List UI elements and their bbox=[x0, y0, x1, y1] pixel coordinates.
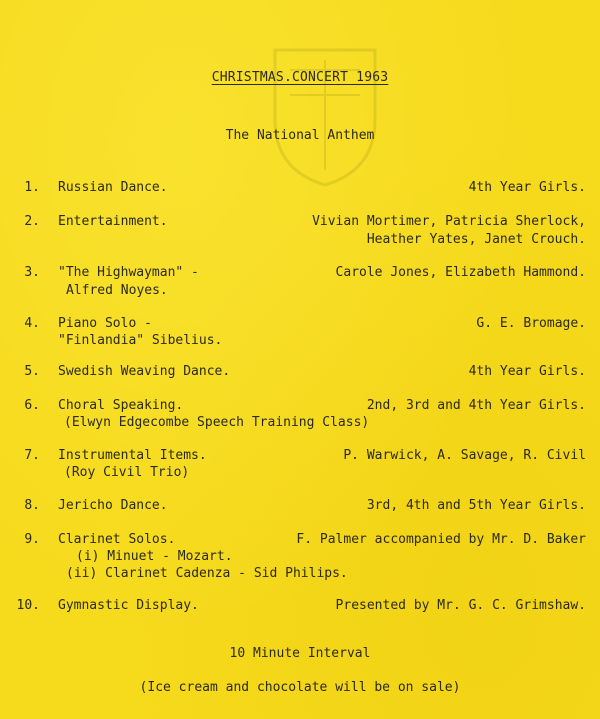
item-title: Piano Solo - bbox=[58, 316, 152, 331]
item-title: Gymnastic Display. bbox=[58, 598, 199, 613]
item-subtitle: (Roy Civil Trio) bbox=[64, 465, 190, 480]
item-subtitle: (Elwyn Edgecombe Speech Training Class) bbox=[64, 415, 370, 430]
item-subtitle: Alfred Noyes. bbox=[66, 283, 168, 298]
item-title: Instrumental Items. bbox=[58, 448, 207, 463]
item-title: Russian Dance. bbox=[58, 180, 168, 195]
faint-crest-watermark bbox=[265, 40, 385, 190]
concert-title: CHRISTMAS.CONCERT 1963 bbox=[211, 70, 389, 85]
item-title: Swedish Weaving Dance. bbox=[58, 364, 231, 379]
item-performers-line-2: Heather Yates, Janet Crouch. bbox=[366, 232, 586, 247]
item-number: 9. bbox=[24, 532, 40, 547]
item-number: 4. bbox=[24, 316, 40, 331]
item-number: 2. bbox=[24, 214, 40, 229]
item-number: 5. bbox=[24, 364, 40, 379]
item-performers: Presented by Mr. G. C. Grimshaw. bbox=[335, 598, 586, 613]
interval-notice: 10 Minute Interval bbox=[229, 646, 371, 661]
item-performers: F. Palmer accompanied by Mr. D. Baker bbox=[296, 532, 586, 547]
item-title: Entertainment. bbox=[58, 214, 168, 229]
item-title: Clarinet Solos. bbox=[58, 532, 176, 547]
item-performers: G. E. Bromage. bbox=[476, 316, 586, 331]
item-number: 10. bbox=[16, 598, 40, 613]
item-number: 8. bbox=[24, 498, 40, 513]
item-performers: 4th Year Girls. bbox=[468, 364, 586, 379]
item-number: 1. bbox=[24, 180, 40, 195]
item-performers: 4th Year Girls. bbox=[468, 180, 586, 195]
item-performers: Vivian Mortimer, Patricia Sherlock, bbox=[312, 214, 586, 229]
item-number: 6. bbox=[24, 398, 40, 413]
item-number: 3. bbox=[24, 265, 40, 280]
item-performers: 2nd, 3rd and 4th Year Girls. bbox=[366, 398, 586, 413]
refreshments-note: (Ice cream and chocolate will be on sale) bbox=[139, 680, 461, 695]
item-performers: Carole Jones, Elizabeth Hammond. bbox=[335, 265, 586, 280]
item-subtitle: "Finlandia" Sibelius. bbox=[58, 333, 223, 348]
item-subtitle-line-2: (ii) Clarinet Cadenza - Sid Philips. bbox=[66, 566, 348, 581]
item-number: 7. bbox=[24, 448, 40, 463]
item-title: Choral Speaking. bbox=[58, 398, 184, 413]
item-title: Jericho Dance. bbox=[58, 498, 168, 513]
item-performers: P. Warwick, A. Savage, R. Civil bbox=[343, 448, 586, 463]
national-anthem-line: The National Anthem bbox=[225, 128, 375, 143]
item-title: "The Highwayman" - bbox=[58, 265, 199, 280]
item-performers: 3rd, 4th and 5th Year Girls. bbox=[366, 498, 586, 513]
item-subtitle: (i) Minuet - Mozart. bbox=[76, 549, 233, 564]
